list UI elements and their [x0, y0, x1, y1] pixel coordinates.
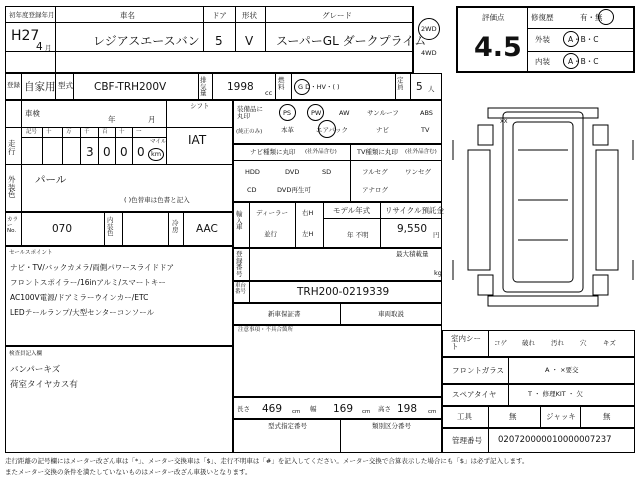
digit-divider — [42, 128, 43, 164]
fuel-label: 燃料 — [278, 76, 285, 91]
drive-2wd: 2WD — [421, 25, 437, 33]
inspector-line-2: 荷室タイヤカス有 — [10, 380, 78, 390]
capacity-value: 5 — [416, 81, 423, 93]
footer-line-2: またメーター交換の条件を満たしていないものはメーター改ざん車扱いとなります。 — [5, 468, 252, 476]
max-load-label: 最大積載量 — [396, 250, 429, 258]
admin-value: 020720000010000007237 — [498, 435, 612, 445]
height-label: 高さ — [378, 405, 391, 413]
color-no-value: 070 — [52, 223, 73, 235]
interior-label: 内装 — [535, 57, 550, 66]
odometer-digit: 3 — [86, 145, 94, 159]
seat-item: キズ — [603, 339, 616, 347]
equipment-item: ABS — [420, 109, 433, 117]
glass-label: フロントガラス — [452, 366, 505, 375]
model-year-label: モデル年式 — [333, 206, 371, 215]
odometer-digit: 0 — [137, 145, 145, 159]
year-label: 年 — [108, 115, 116, 124]
capacity-label: 定員 — [397, 76, 404, 91]
sales-line-2: フロントスポイラー/16inアルミ/スマートキー — [10, 278, 166, 287]
mile-label: マイル — [150, 139, 167, 145]
equipment-item: 本革 — [281, 126, 294, 134]
type-approval-label: 型式指定番号 — [268, 422, 307, 430]
odometer-digit: 0 — [103, 145, 111, 159]
digit-unit-label: 千 — [84, 129, 90, 135]
digit-divider-h — [22, 137, 166, 138]
score-label: 評価点 — [482, 13, 505, 22]
displacement-value: 1998 — [227, 81, 254, 93]
odometer-digit: 0 — [120, 145, 128, 159]
recycle-unit: 円 — [433, 231, 440, 239]
length-label: 長さ — [237, 405, 250, 413]
digit-divider — [98, 128, 99, 164]
equipment-item: PS — [283, 109, 292, 117]
digit-unit-label: 十 — [119, 129, 125, 135]
equipment-item: AW — [339, 109, 350, 117]
admin-label: 管理番号 — [452, 436, 482, 445]
jack-label: ジャッキ — [546, 412, 576, 421]
warranty-box — [233, 303, 442, 325]
new-car-warranty: 新車保証書 — [268, 310, 301, 318]
seat-item: 穴 — [580, 339, 587, 347]
equipment-item: ナビ — [376, 126, 389, 134]
class-label: 類別区分番号 — [372, 422, 411, 430]
repair-options: 有・無 — [580, 13, 603, 22]
capacity-unit: 人 — [428, 85, 435, 93]
spare-label: スペアタイヤ — [452, 390, 497, 399]
tv-sub: (社外品含む) — [405, 149, 437, 155]
equipment-sub: (純正のみ) — [236, 129, 263, 135]
recycle-label: リサイクル預託金 — [385, 206, 444, 215]
equipment-item: TV — [421, 126, 430, 134]
seat-item: 汚れ — [551, 339, 564, 347]
score-value: 4.5 — [474, 32, 522, 63]
digit-divider — [115, 128, 116, 164]
chassis-value: TRH200-0219339 — [297, 286, 390, 298]
body-value: V — [245, 34, 254, 48]
digits-label: 走行 — [8, 139, 16, 156]
digit-divider — [80, 128, 81, 164]
tools-label: 工具 — [457, 412, 472, 421]
chassis-label: 車台番号 — [235, 283, 247, 295]
tools-value: 無 — [509, 412, 517, 421]
navi-item: DVD — [285, 168, 300, 176]
digit-unit-label: 一 — [136, 129, 142, 135]
seat-label: 室内シート — [451, 334, 481, 351]
notes-label: 注意事項・不具合箇所 — [238, 327, 294, 333]
body-label: 形状 — [242, 11, 257, 20]
car-outline — [453, 108, 633, 306]
inspector-box — [5, 346, 233, 453]
car-name-value: レジアスエースバン — [93, 34, 200, 48]
navi-item: SD — [322, 168, 332, 176]
exterior-options: A・B・C — [568, 35, 599, 44]
exterior-label: 外装 — [535, 35, 550, 44]
tv-item: ワンセグ — [405, 168, 431, 176]
shift-label: シフト — [190, 102, 210, 110]
doors-label: ドア — [212, 11, 227, 20]
displacement-unit: cc — [265, 89, 273, 97]
sales-line-3: AC100V電源/ドアミラーウインカー/ETC — [10, 293, 149, 302]
grade-label: グレード — [322, 11, 352, 20]
inspector-line-1: バンパーキズ — [10, 365, 61, 375]
digit-unit-label: 記号 — [26, 129, 38, 135]
tv-label: TV種類に丸印 — [357, 148, 398, 156]
shift-value: IAT — [188, 133, 207, 147]
month-label: 月 — [148, 115, 156, 124]
width-value: 169 — [333, 403, 354, 415]
digit-unit-label: 万 — [66, 129, 72, 135]
car-name-label: 車名 — [120, 11, 135, 20]
jack-value: 無 — [603, 412, 611, 421]
sales-point-label: セールスポイント — [9, 250, 53, 256]
notes-box — [233, 325, 442, 397]
ac-value: AAC — [196, 223, 218, 235]
digit-unit-label: 十 — [46, 129, 52, 135]
doors-value: 5 — [215, 34, 223, 48]
sales-line-4: LEDテールランプ/大型センターコンソール — [10, 308, 155, 317]
use-value: 自家用 — [24, 81, 56, 93]
equipment-item: PW — [311, 109, 322, 117]
grade-value: スーパーGL ダークプライム — [276, 34, 427, 48]
damage-mark: XX — [500, 119, 508, 125]
import-dealer: ディーラー — [256, 209, 288, 217]
seat-item: コゲ — [494, 339, 507, 347]
navi-item: CD — [247, 186, 257, 194]
displacement-label: 排気量 — [200, 76, 207, 97]
digit-divider — [132, 128, 133, 164]
import-right: 右H — [302, 209, 314, 217]
equipment-item: サンルーフ — [367, 109, 399, 117]
navi-sub: (社外品含む) — [305, 149, 337, 155]
color-label: 外装色 — [8, 175, 16, 199]
height-value: 198 — [397, 403, 418, 415]
first-reg-month: 4 — [36, 41, 43, 53]
import-label: 輸入車 — [236, 210, 243, 231]
navi-item: DVD再生可 — [277, 186, 311, 194]
inspection-label: 車検 — [25, 109, 40, 118]
length-unit: cm — [292, 409, 301, 415]
tv-item: フルセグ — [362, 168, 388, 176]
interior-options: A・B・C — [568, 57, 599, 66]
model-label: 型式 — [58, 81, 73, 90]
tv-item: アナログ — [362, 186, 388, 194]
ac-label: 冷房 — [172, 219, 179, 234]
interior-color-label: 内装色 — [107, 216, 114, 237]
navi-label: ナビ種類に丸印 — [250, 148, 296, 156]
km-label: km — [151, 150, 162, 158]
digit-unit-label: 百 — [102, 129, 108, 135]
equipment-label: 装備品に丸印 — [237, 105, 263, 120]
fuel-options: G D・HV・( ) — [298, 83, 340, 91]
reg-label: 登録番号 — [236, 250, 243, 278]
seat-item: 破れ — [522, 339, 535, 347]
max-load-unit: kg — [434, 269, 442, 277]
width-unit: cm — [362, 409, 371, 415]
import-left: 左H — [302, 230, 314, 238]
category-label: 登録 — [7, 81, 20, 89]
model-value: CBF-TRH200V — [94, 81, 167, 93]
first-reg-label: 初年度登録年月 — [9, 11, 55, 19]
height-unit: cm — [428, 409, 437, 415]
spare-value: T ・ 修理KIT ・ 欠 — [528, 390, 583, 398]
first-reg-value: H27 — [11, 28, 40, 44]
repair-label: 修復歴 — [531, 13, 554, 22]
model-year-value: 年 不明 — [347, 231, 369, 239]
color-value: パール — [35, 174, 67, 186]
glass-value: A ・ ×要交 — [545, 366, 579, 374]
import-parallel: 並行 — [264, 230, 277, 238]
sales-line-1: ナビ・TV/バックカメラ/両側パワースライドドア — [10, 263, 174, 272]
drive-4wd: 4WD — [421, 49, 437, 57]
color-no-label: カラーNo. — [7, 217, 19, 234]
inspector-label: 検査員記入欄 — [9, 351, 43, 357]
navi-item: HDD — [245, 168, 260, 176]
recycle-value: 9,550 — [397, 223, 428, 235]
width-label: 幅 — [310, 405, 317, 413]
repair-circle — [598, 9, 614, 25]
vehicle-manual: 車両取説 — [378, 310, 404, 318]
length-value: 469 — [262, 403, 283, 415]
damage-diagram — [448, 90, 638, 328]
month-unit: 月 — [45, 44, 52, 52]
digit-divider — [62, 128, 63, 164]
footer-line-1: 走行距離の記号欄にはメーター改ざん車は「*」、メーター交換車は「$」、走行不明車は「#」を記入してください。メーター交換で合算表示した場合にも「$」は必ず記入します。 — [5, 457, 529, 465]
color-note: ( )色替車は色書と記入 — [124, 196, 190, 204]
equipment-item: エアバック — [316, 126, 348, 134]
